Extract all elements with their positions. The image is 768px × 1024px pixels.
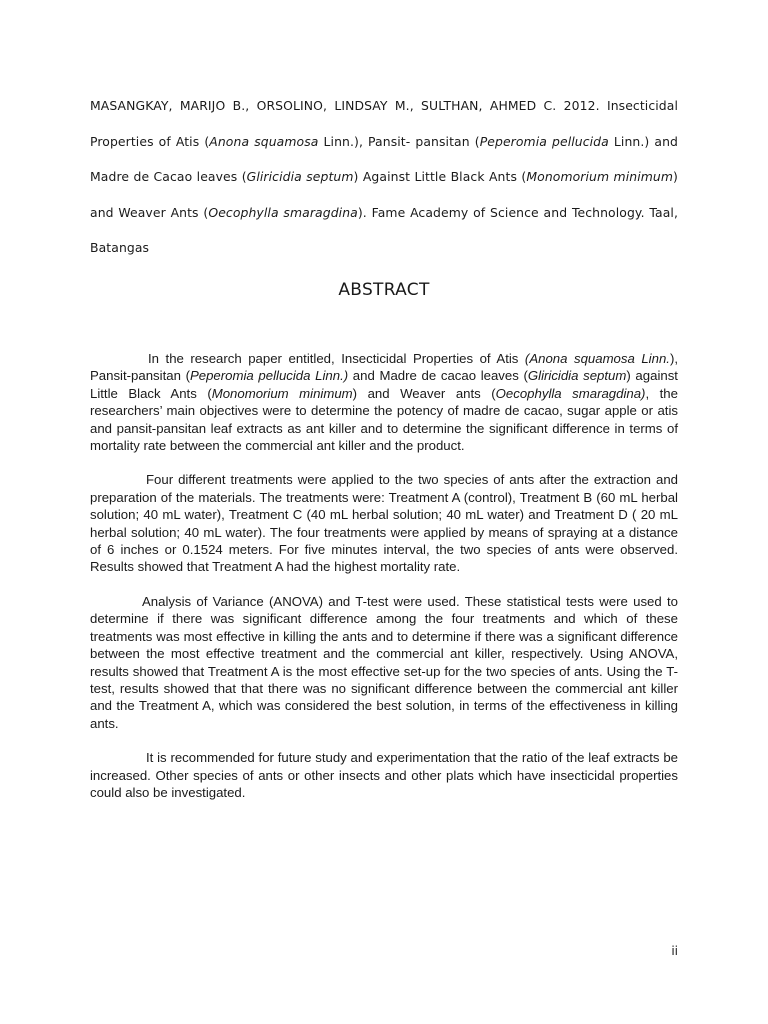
abstract-paragraph-2: Four different treatments were applied to the two species of ants after the extraction and preparation of the materials. The treatments were: Treatment A (control), Treatment B (60 mL herbal solution; 40 mL water), Treatment C (40 mL herbal solution; 40 mL water) and Treatment D ( 20 mL herbal solution; 40 mL water). The four treatments were applied by means of spraying at a distance of 6 inches or 0.1524 meters. For five minutes interval, the two species of ants were observed. Results showed that Treatment A had the highest mortality rate. [90, 472, 678, 575]
scientific-name: Gliricidia septum [246, 169, 354, 184]
paragraph-text: ) and Weaver ants ( [352, 385, 496, 401]
paragraph-text: In the research paper entitled, Insecticidal Properties of Atis [148, 351, 525, 366]
citation-text: ). Fame Academy of Science and Technology. Taal, Batangas [90, 204, 678, 255]
paragraph-text: ) against Little Black Ants ( [90, 368, 678, 401]
scientific-name: Monomorium minimum [526, 169, 674, 184]
scientific-name: (Anona squamosa Linn. [524, 351, 670, 366]
citation-text: MASANGKAY, MARIJO B., ORSOLINO, LINDSAY M., SULTHAN, AHMED C. 2012. Insecticidal Properties of Atis ( [90, 98, 678, 149]
page-number: ii [671, 944, 678, 958]
citation-text: Linn.), Pansit- pansitan ( [318, 133, 480, 149]
citation-text: ) Against Little Black Ants ( [353, 169, 527, 184]
scientific-name: Peperomia pellucida [479, 133, 609, 149]
scientific-name: Gliricidia septum [527, 368, 627, 384]
abstract-paragraph-3: Analysis of Variance (ANOVA) and T-test were used. These statistical tests were used to determine if there was significant difference among the four treatments and which of these treatments was most effective in killing the ants and to determine if there was a significant difference between the most effective treatment and the commercial ant killer, respectively. Using ANOVA, results showed that Treatment A is the most effective set-up for the two species of ants. Using the T-test, results showed that that there was no significant difference between the commercial ant killer and the Treatment A, which was considered the best solution, in terms of the effectiveness in killing ants. [90, 593, 678, 731]
scientific-name: Oecophylla smaragdina) [495, 385, 646, 401]
paragraph-text: , the researchers’ main objectives were to determine the potency of madre de cacao, sugar apple or atis and pansit-pansitan leaf extracts as ant killer and to determine the significant difference in terms of mortality rate between the commercial ant killer and the product. [90, 385, 678, 454]
scientific-name: Anona squamosa [209, 133, 319, 149]
scientific-name: Peperomia pellucida Linn.) [189, 368, 349, 384]
abstract-paragraph-4: It is recommended for future study and experimentation that the ratio of the leaf extracts be increased. Other species of ants or other insects and other plats which have insecticidal properties could also be investigated. [90, 750, 678, 800]
abstract-body [90, 350, 678, 818]
scientific-name: Oecophylla smaragdina [208, 204, 358, 220]
abstract-heading: ABSTRACT [338, 280, 430, 300]
bibliographic-citation [90, 88, 678, 266]
abstract-paragraph-1 [90, 350, 678, 454]
paragraph-text: ), Pansit-pansitan ( [90, 351, 679, 384]
scientific-name: Monomorium minimum [211, 385, 353, 401]
paragraph-text: and Madre de cacao leaves ( [348, 368, 528, 384]
citation-text: Linn.) and Madre de Cacao leaves ( [90, 133, 678, 184]
citation-text: ) and Weaver Ants ( [90, 169, 678, 220]
